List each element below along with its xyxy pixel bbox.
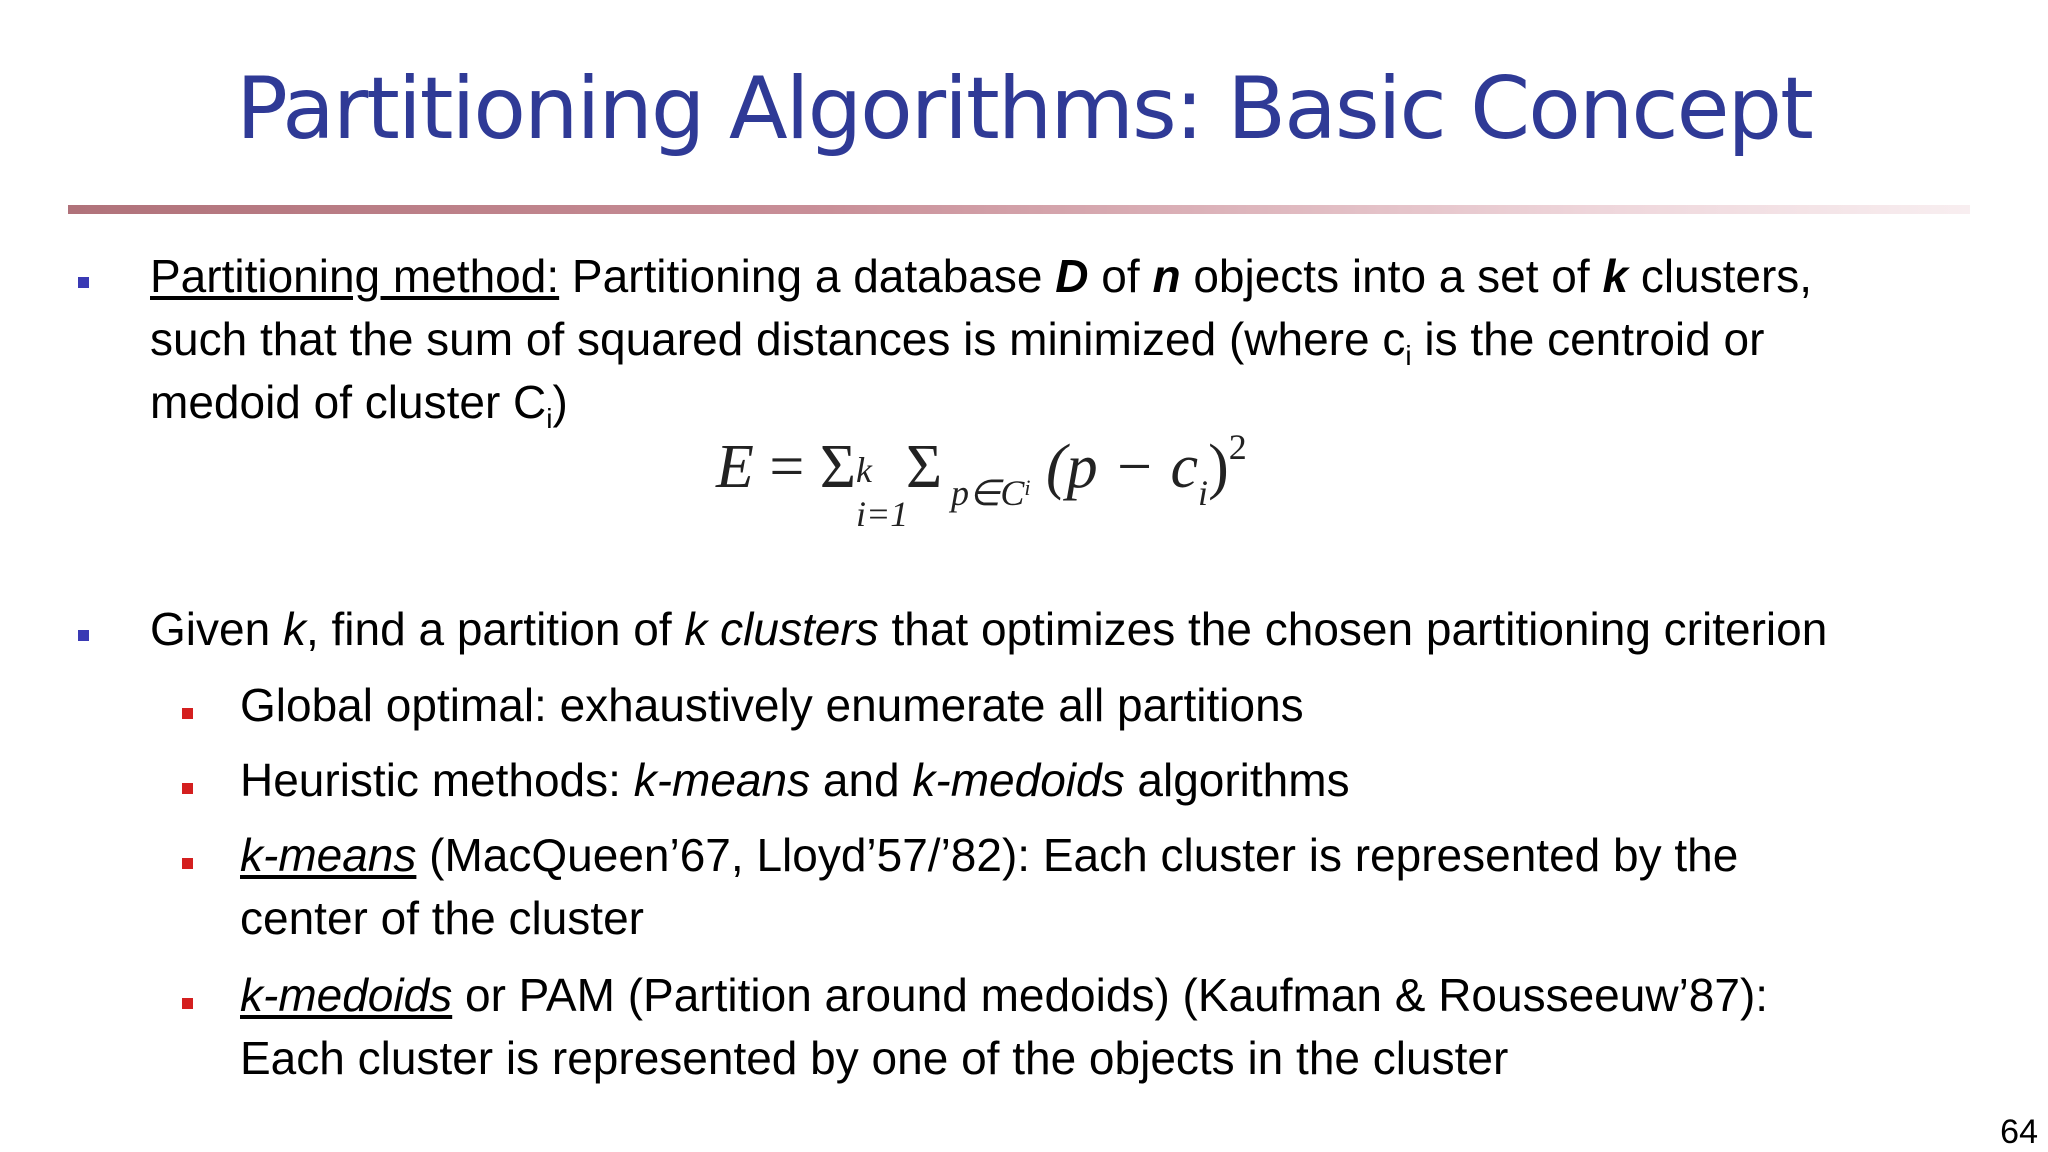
var-k: k bbox=[282, 603, 306, 655]
text: clusters, bbox=[1628, 250, 1813, 302]
formula-sub: i=1 bbox=[855, 494, 909, 534]
subscript: i bbox=[1405, 340, 1412, 371]
formula-body: ) bbox=[1208, 433, 1229, 501]
title-divider bbox=[68, 205, 1970, 214]
text: algorithms bbox=[1124, 754, 1350, 806]
sse-formula bbox=[716, 427, 1247, 542]
text: and bbox=[810, 754, 913, 806]
bullet-marker bbox=[182, 783, 193, 794]
text: such that the sum of squared distances is minimized (where c bbox=[150, 313, 1406, 365]
slide-title: Partitioning Algorithms: Basic Concept bbox=[236, 59, 1812, 159]
bullet-line bbox=[240, 887, 2000, 950]
formula-sub: p∈C bbox=[942, 473, 1025, 513]
text: objects into a set of bbox=[1180, 250, 1603, 302]
bullet-line bbox=[150, 245, 1970, 308]
bullet-line bbox=[240, 1027, 2020, 1090]
text: ) bbox=[552, 376, 568, 428]
bullet-marker bbox=[182, 708, 193, 719]
text: Heuristic methods: bbox=[240, 754, 634, 806]
page-number: 64 bbox=[2000, 1113, 2038, 1151]
bullet-partitioning-method bbox=[150, 245, 1970, 434]
term-k-means: k-means bbox=[240, 829, 417, 881]
formula-subsub: i bbox=[1024, 475, 1031, 500]
text: is the centroid or bbox=[1411, 313, 1765, 365]
bullet-line bbox=[240, 824, 2000, 887]
bullet-marker bbox=[182, 858, 193, 869]
var-D: D bbox=[1055, 250, 1089, 302]
subitem-global-optimal bbox=[240, 674, 2000, 737]
subitem-heuristic-methods bbox=[240, 749, 2000, 812]
text: Given bbox=[150, 603, 283, 655]
subscript: i bbox=[546, 403, 553, 434]
var-n: n bbox=[1152, 250, 1181, 302]
var-k: k bbox=[1602, 250, 1629, 302]
text: center of the cluster bbox=[240, 892, 644, 944]
text: that optimizes the chosen partitioning criterion bbox=[878, 603, 1828, 655]
term-k-clusters: k clusters bbox=[684, 603, 879, 655]
formula-eq: = bbox=[753, 433, 820, 501]
bullet-marker bbox=[78, 277, 89, 288]
text: medoid of cluster C bbox=[150, 376, 547, 428]
bullet-line bbox=[240, 674, 2000, 737]
term-k-medoids: k-medoids bbox=[240, 969, 453, 1021]
bullet-line bbox=[240, 749, 2000, 812]
text: of bbox=[1088, 250, 1153, 302]
text: Global optimal: exhaustively enumerate all partitions bbox=[240, 679, 1304, 731]
formula-exponent: 2 bbox=[1228, 427, 1247, 467]
bullet-marker bbox=[182, 998, 193, 1009]
formula-sum: Σ bbox=[819, 433, 856, 501]
term-k-means: k-means bbox=[633, 754, 811, 806]
subitem-k-means bbox=[240, 824, 2000, 950]
bullet-given-k bbox=[150, 598, 2010, 661]
text: (MacQueen’67, Lloyd’57/’82): Each cluster is represented by the bbox=[416, 829, 1739, 881]
bullet-line bbox=[240, 964, 2020, 1027]
formula-body: (p − c bbox=[1030, 433, 1199, 501]
text: Each cluster is represented by one of the objects in the cluster bbox=[240, 1032, 1509, 1084]
bullet-line bbox=[150, 371, 1970, 434]
term-partitioning-method: Partitioning method: bbox=[150, 250, 560, 302]
text: or PAM (Partition around medoids) (Kaufman & Rousseeuw’87): bbox=[452, 969, 1769, 1021]
formula-sum: Σ bbox=[905, 433, 943, 501]
subitem-k-medoids bbox=[240, 964, 2020, 1090]
text: Partitioning a database bbox=[559, 250, 1056, 302]
bullet-marker bbox=[78, 630, 89, 641]
term-k-medoids: k-medoids bbox=[912, 754, 1125, 806]
formula-sub: i bbox=[1198, 473, 1209, 513]
bullet-line bbox=[150, 598, 2010, 661]
formula-lhs: E bbox=[716, 433, 754, 501]
formula-sup: k bbox=[855, 450, 872, 490]
text: , find a partition of bbox=[305, 603, 685, 655]
bullet-line bbox=[150, 308, 1970, 371]
